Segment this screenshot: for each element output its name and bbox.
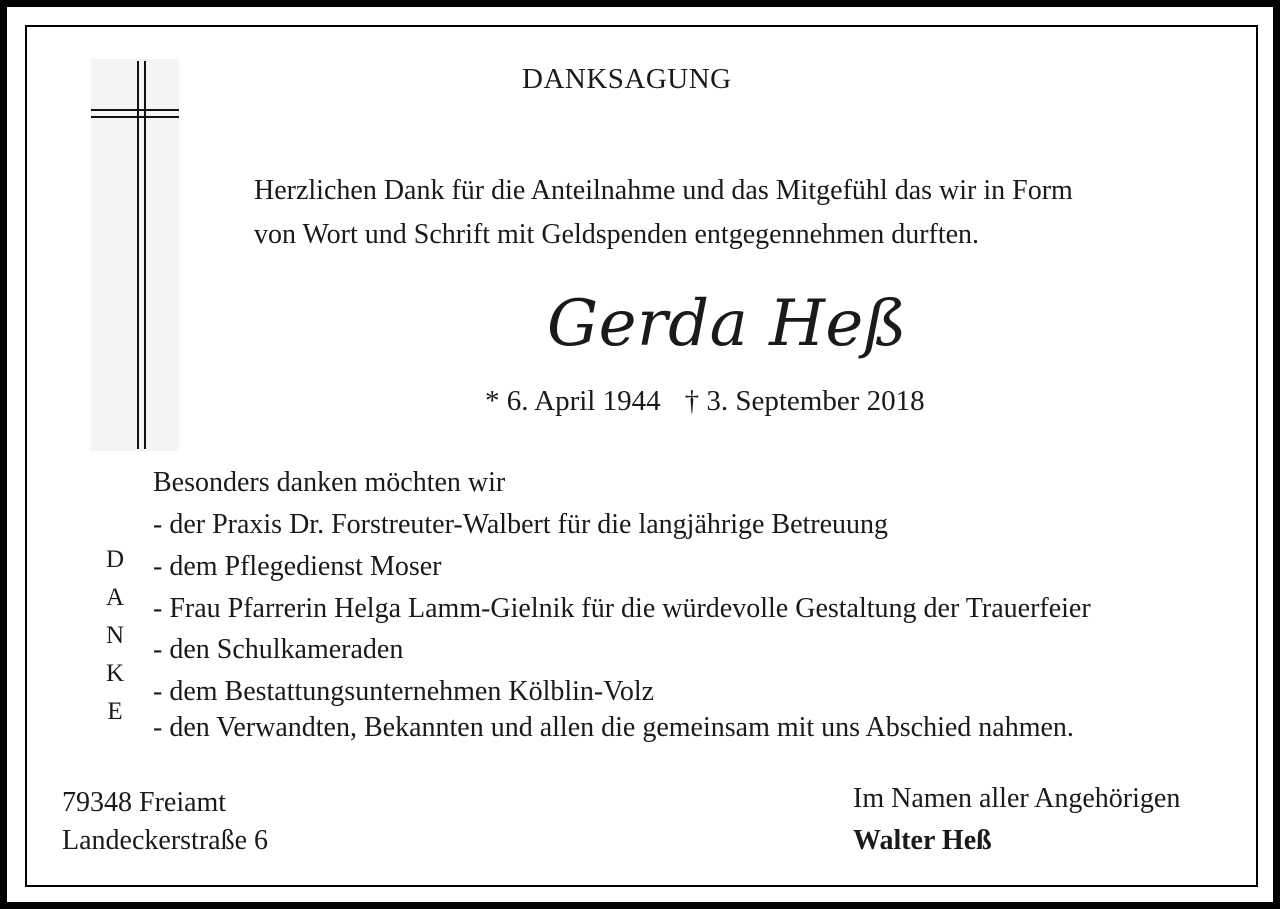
thanks-list-item: - der Praxis Dr. Forstreuter-Walbert für die langjährige Betreuung	[153, 509, 889, 540]
danke-letter: A	[105, 584, 125, 611]
cross-horizontal-line	[91, 116, 179, 118]
address-city: 79348 Freiamt	[62, 787, 227, 818]
birth-date: * 6. April 1944	[485, 385, 661, 417]
thanks-list-item: - dem Bestattungsunternehmen Kölblin-Volz	[153, 676, 655, 707]
notice-frame	[25, 25, 1258, 887]
deceased-name: Gerda Heß	[547, 287, 907, 361]
intro-text-line: Herzlichen Dank für die Anteilnahme und das Mitgefühl das wir in Form	[254, 175, 1073, 206]
address-street: Landeckerstraße 6	[62, 825, 268, 856]
danke-letter: N	[105, 622, 125, 649]
life-dates	[485, 385, 925, 418]
intro-text-line: von Wort und Schrift mit Geldspenden entgegennehmen durften.	[254, 219, 980, 250]
thanks-intro: Besonders danken möchten wir	[153, 467, 506, 498]
cross-horizontal-line	[91, 109, 179, 111]
danke-vertical-text	[101, 541, 129, 731]
danke-letter: K	[105, 660, 125, 687]
thanks-list-item: - den Schulkameraden	[153, 634, 404, 665]
thanks-list-item: - Frau Pfarrerin Helga Lamm-Gielnik für die würdevolle Gestaltung der Trauerfeier	[153, 593, 1091, 624]
thanks-list-item: - dem Pflegedienst Moser	[153, 551, 442, 582]
signature-line: Im Namen aller Angehörigen	[853, 783, 1181, 814]
thanks-list-item: - den Verwandten, Bekannten und allen die gemeinsam mit uns Abschied nahmen.	[153, 712, 1074, 743]
danke-letter: E	[107, 698, 123, 725]
danke-letter: D	[105, 546, 125, 573]
signature-name: Walter Heß	[853, 825, 992, 856]
cross-vertical-line	[137, 61, 139, 449]
notice-heading: DANKSAGUNG	[522, 63, 732, 95]
death-date: † 3. September 2018	[684, 385, 925, 417]
cross-vertical-line	[144, 61, 146, 449]
